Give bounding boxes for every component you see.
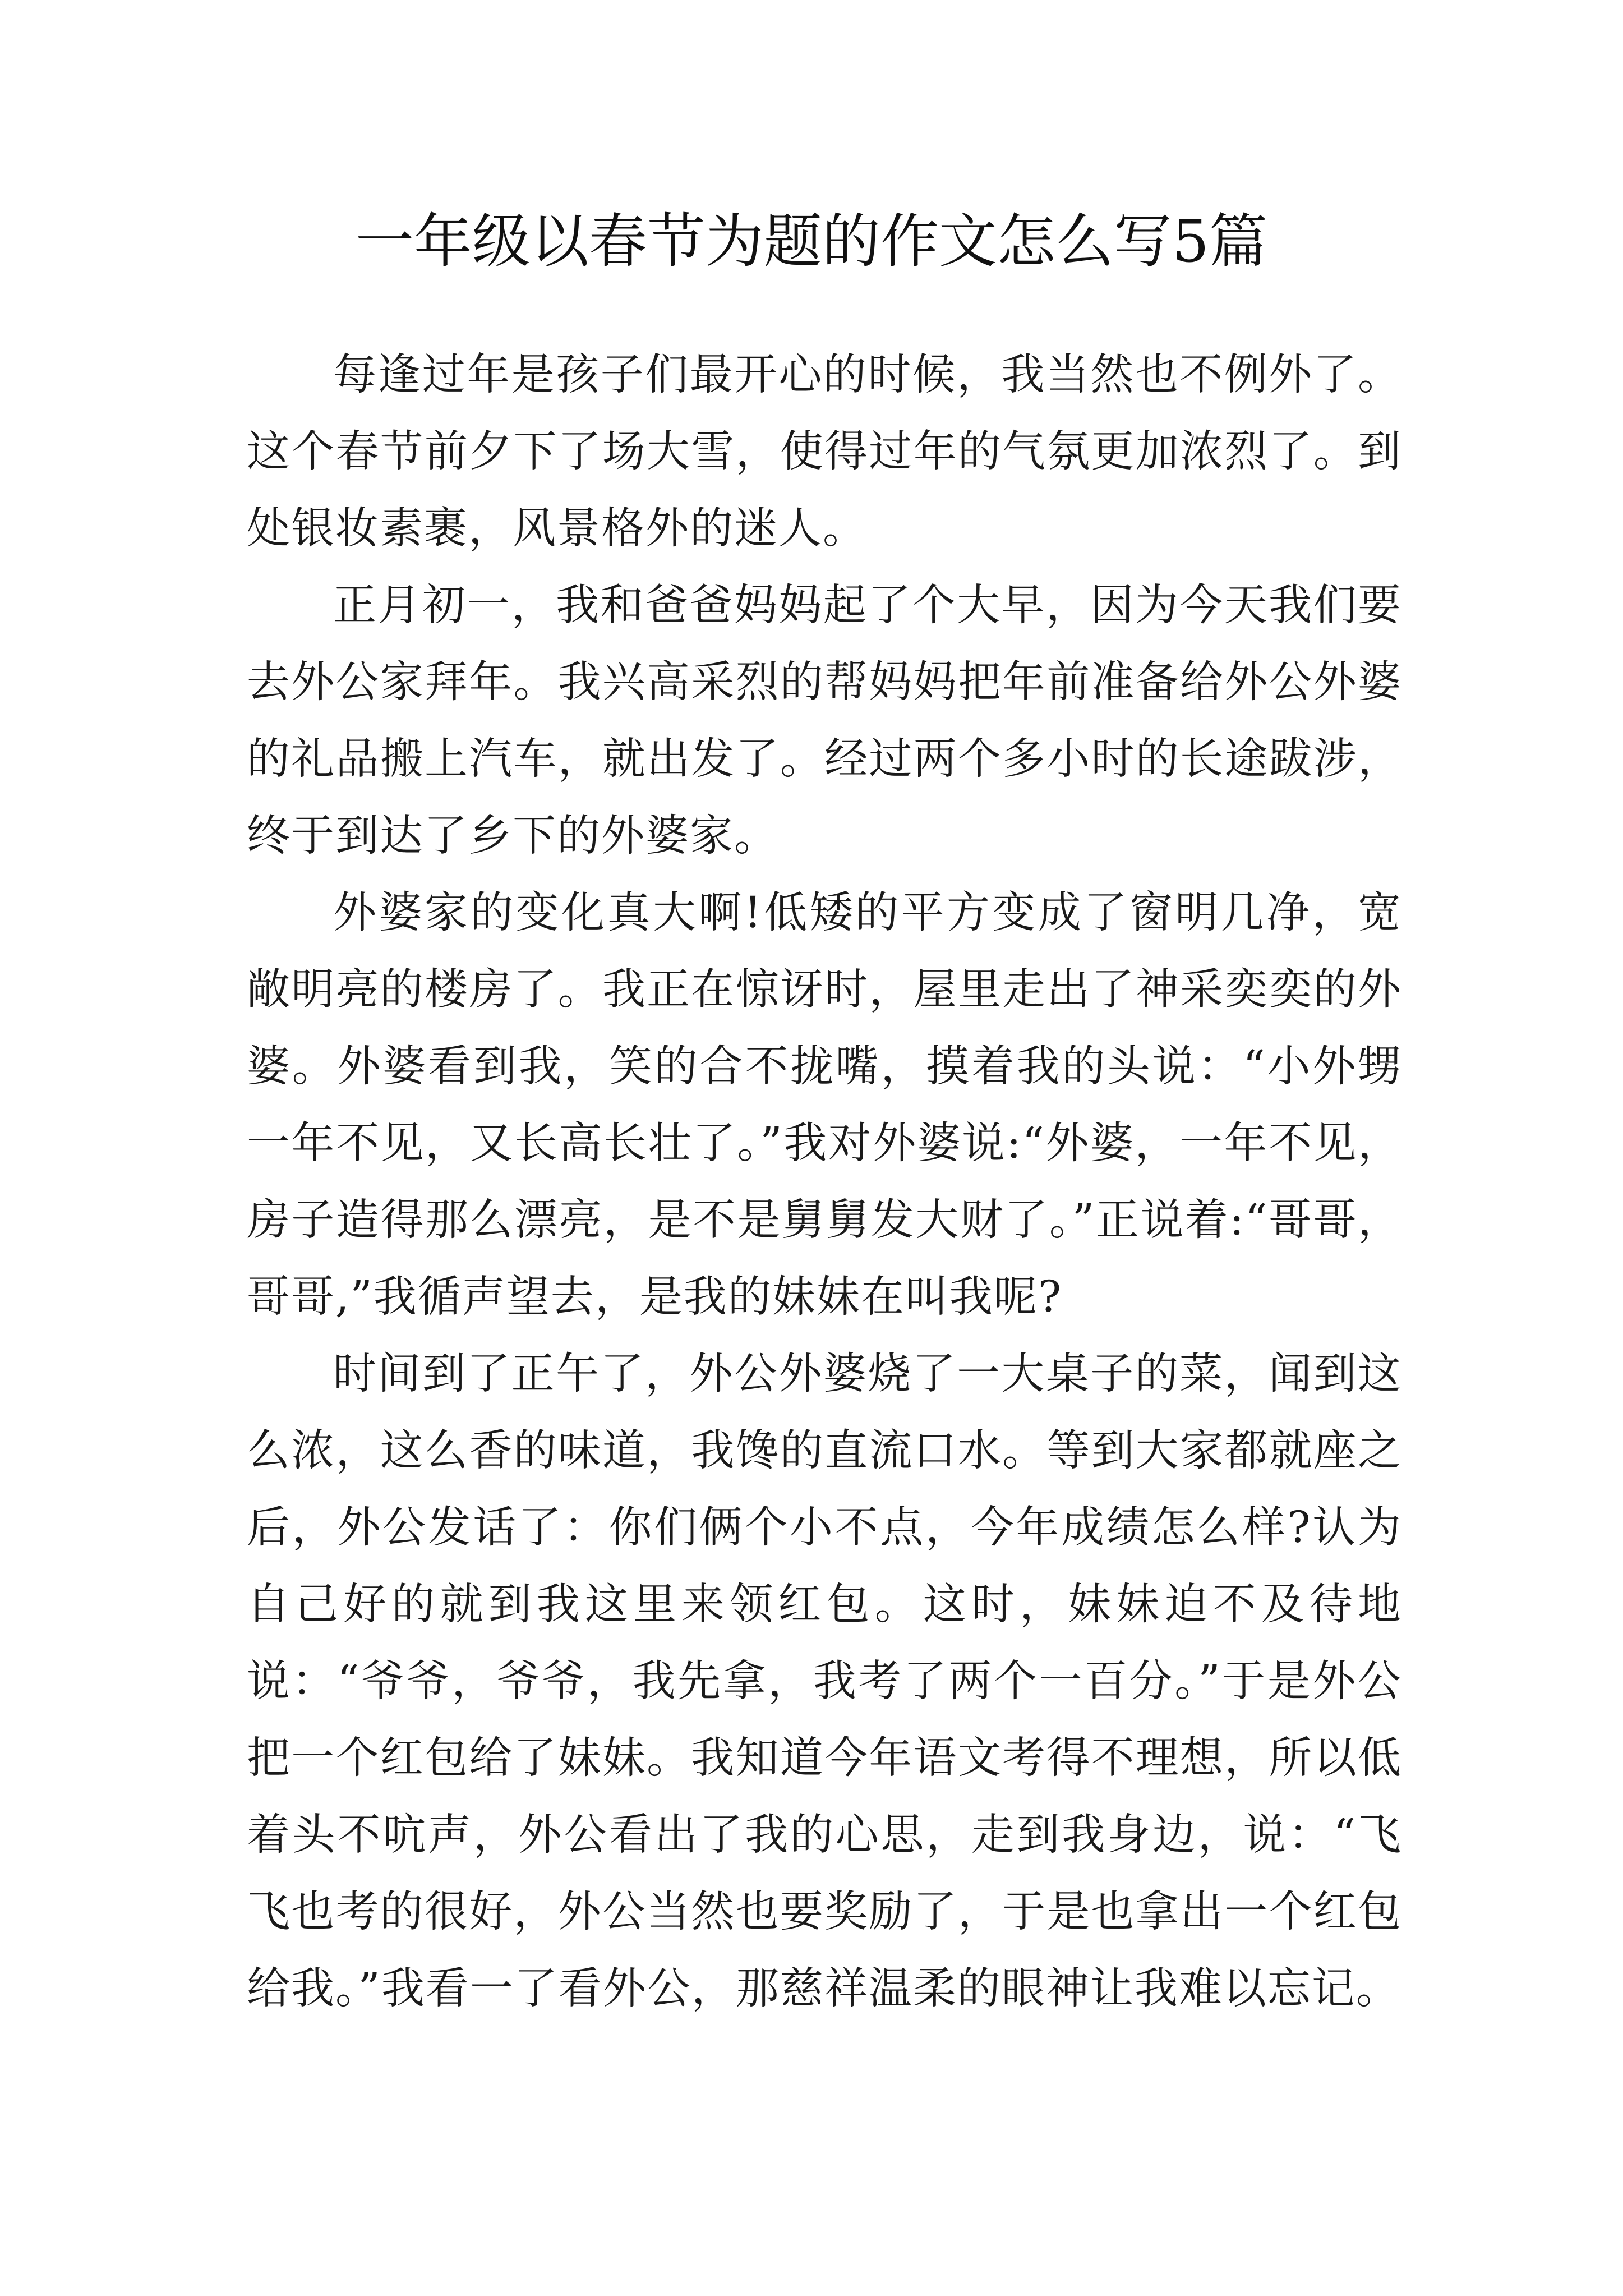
paragraph: 时间到了正午了，外公外婆烧了一大桌子的菜，闻到这么浓，这么香的味道，我馋的直流口水。等到大家都就座之后，外公发话了：你们俩个小不点，今年成绩怎么样?认为自己好的就到我这里来领红包。这时，妹妹迫不及待地说：“爷爷，爷爷，我先拿，我考了两个一百分。”于是外公把一个红包给了妹妹。我知道今年语文考得不理想，所以低着头不吭声，外公看出了我的心思，走到我身边，说：“飞飞也考的很好，外公当然也要奖励了，于是也拿出一个红包给我。”我看一了看外公，那慈祥温柔的眼神让我难以忘记。 xyxy=(247,1349,1402,2014)
document-body xyxy=(247,337,1402,2027)
paragraph: 每逢过年是孩子们最开心的时候，我当然也不例外了。这个春节前夕下了场大雪，使得过年的气氛更加浓烈了。到处银妆素裹，风景格外的迷人。 xyxy=(247,350,1402,554)
paragraph: 外婆家的变化真大啊!低矮的平方变成了窗明几净，宽敞明亮的楼房了。我正在惊讶时，屋里走出了神采奕奕的外婆。外婆看到我，笑的合不拢嘴，摸着我的头说：“小外甥一年不见，又长高长壮了。”我对外婆说:“外婆，一年不见，房子造得那么漂亮，是不是舅舅发大财了。”正说着:“哥哥，哥哥,”我循声望去，是我的妹妹在叫我呢? xyxy=(247,888,1402,1322)
paragraph: 正月初一，我和爸爸妈妈起了个大早，因为今天我们要去外公家拜年。我兴高采烈的帮妈妈把年前准备给外公外婆的礼品搬上汽车，就出发了。经过两个多小时的长途跋涉，终于到达了乡下的外婆家。 xyxy=(247,581,1402,861)
document-title: 一年级以春节为题的作文怎么写5篇 xyxy=(355,207,1268,275)
